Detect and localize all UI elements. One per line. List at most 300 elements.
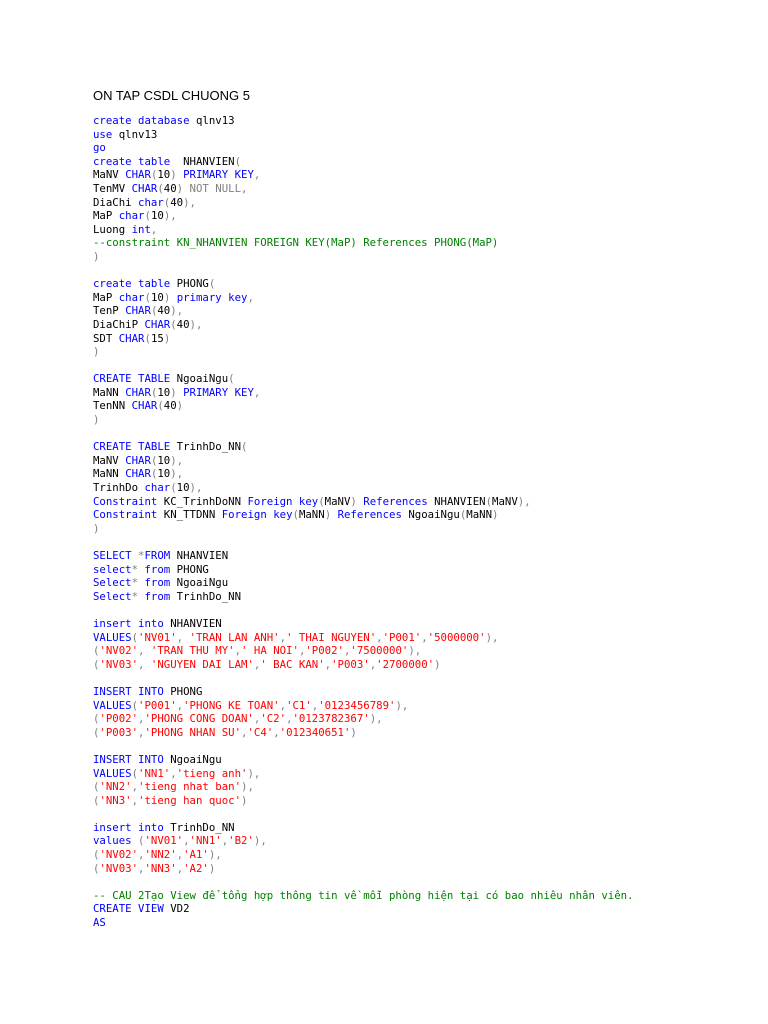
blank-line — [93, 427, 753, 441]
code-token: ' BAC KAN' — [260, 657, 325, 671]
code-token: ), — [170, 467, 184, 481]
code-token: '2700000' — [376, 657, 435, 671]
code-line — [93, 223, 753, 237]
code-token: , — [138, 644, 151, 658]
code-token: 'PHONG CONG DOAN' — [144, 712, 254, 726]
code-token: qlnv13 — [112, 127, 158, 141]
code-line — [93, 563, 753, 577]
code-token: from — [144, 589, 171, 603]
code-line — [93, 345, 753, 359]
code-line — [93, 902, 753, 916]
code-token: , — [176, 861, 184, 875]
code-token: ) — [93, 521, 100, 535]
code-token: ( — [93, 848, 100, 862]
code-token: ' THAI NGUYEN' — [286, 630, 377, 644]
blank-line — [93, 264, 753, 278]
code-line — [93, 481, 753, 495]
code-line — [93, 318, 753, 332]
code-token: FROM — [144, 549, 171, 562]
code-token: , — [138, 848, 145, 862]
code-token: select — [93, 562, 132, 576]
code-token: , — [279, 698, 287, 712]
code-line — [93, 413, 753, 427]
code-token: 'A1' — [183, 848, 209, 862]
code-token: Foreign key — [247, 494, 319, 508]
code-token: MaNV — [324, 494, 351, 508]
code-token: Luong — [93, 222, 132, 236]
code-token: 10 — [157, 467, 171, 481]
code-token: ( — [138, 834, 145, 848]
blank-line — [93, 603, 753, 617]
code-token: References — [363, 494, 428, 508]
code-token: 'NV03' — [99, 657, 139, 671]
code-token: , — [170, 766, 177, 780]
code-token: , — [298, 644, 306, 658]
code-token: , — [138, 712, 145, 726]
code-token: CHAR — [131, 399, 158, 413]
code-token: , — [247, 290, 254, 304]
code-token: ), — [253, 834, 267, 848]
code-token: , — [138, 657, 151, 671]
code-line — [93, 495, 753, 509]
code-token: , — [241, 725, 248, 739]
blank-line — [93, 739, 753, 753]
code-token: 'NN2' — [99, 780, 132, 794]
code-token: ( — [93, 712, 100, 726]
code-token: ( — [459, 508, 467, 522]
code-token: MaNV — [93, 453, 126, 467]
document-title: ON TAP CSDL CHUONG 5 — [93, 88, 250, 103]
code-line — [93, 236, 753, 250]
code-token: VALUES — [93, 698, 132, 712]
code-token: 'TRAN THU MY' — [150, 644, 235, 658]
code-line — [93, 440, 753, 454]
code-token: ) — [492, 508, 499, 522]
code-token: CREATE TABLE — [93, 372, 171, 386]
code-token: ), — [517, 494, 531, 508]
code-token: ( — [93, 657, 100, 671]
code-token: 'NN3' — [144, 861, 177, 875]
code-token: NHANVIEN — [163, 616, 222, 630]
code-token: ) — [208, 861, 216, 875]
code-token: 'NN2' — [144, 848, 177, 862]
code-token: KC_TrinhDoNN — [157, 494, 248, 508]
code-token: 'P001' — [138, 698, 177, 712]
code-line — [93, 631, 753, 645]
code-token: , — [286, 712, 293, 726]
code-token: ( — [131, 766, 139, 780]
code-line — [93, 617, 753, 631]
code-line — [93, 658, 753, 672]
code-token: 'tieng nhat ban' — [138, 780, 242, 794]
code-token: ( — [292, 508, 299, 522]
code-token: ), — [163, 209, 177, 223]
code-token: ), — [395, 698, 409, 712]
code-token: char — [118, 290, 145, 304]
code-token: CHAR — [131, 181, 158, 195]
code-token: , — [253, 657, 261, 671]
code-token: ( — [150, 168, 158, 182]
code-token: CHAR — [144, 317, 171, 331]
code-token: 10 — [157, 168, 171, 182]
code-token: ( — [150, 385, 158, 399]
code-token: ( — [208, 277, 216, 291]
code-line — [93, 399, 753, 413]
code-token: 'NV03' — [99, 861, 139, 875]
blank-line — [93, 671, 753, 685]
blank-line — [93, 807, 753, 821]
code-line — [93, 277, 753, 291]
code-token: ), — [408, 644, 422, 658]
code-token: ), — [369, 712, 383, 726]
code-token: , — [183, 834, 190, 848]
code-line — [93, 372, 753, 386]
code-token: TenP — [93, 304, 126, 318]
code-token: CHAR — [125, 168, 151, 182]
code-token: 'NV02' — [99, 644, 139, 658]
code-token: ) — [170, 168, 177, 182]
code-token: ( — [170, 317, 177, 331]
code-token: DiaChi — [93, 195, 139, 209]
code-token: qlnv13 — [189, 114, 235, 127]
code-line — [93, 753, 753, 767]
code-token: ( — [318, 494, 325, 508]
code-line — [93, 794, 753, 808]
code-token: , — [234, 644, 242, 658]
code-token: ) — [350, 725, 357, 739]
code-token: ( — [150, 453, 158, 467]
code-token: ) — [170, 385, 177, 399]
code-token: ( — [93, 780, 100, 794]
code-token: 'NN1' — [138, 766, 171, 780]
code-token: 'NGUYEN DAI LAM' — [150, 657, 254, 671]
code-token: ) — [350, 494, 357, 508]
code-token: NgoaiNgu — [170, 576, 229, 590]
code-token: ( — [157, 399, 164, 413]
code-token: ( — [93, 793, 100, 807]
code-token: ( — [144, 209, 151, 223]
code-token: create table — [93, 277, 171, 291]
code-token: --constraint KN_NHANVIEN FOREIGN KEY(MaP) References PHONG(MaP) — [93, 236, 499, 250]
code-token: , — [253, 168, 261, 182]
code-token: Constraint — [93, 494, 158, 508]
code-token: ), — [170, 304, 184, 318]
code-token: ( — [150, 304, 158, 318]
code-token: 'P002' — [99, 712, 139, 726]
code-token: 'A2' — [183, 861, 209, 875]
code-token: PHONG — [170, 562, 209, 576]
code-token: CHAR — [125, 304, 151, 318]
code-token: , — [176, 848, 184, 862]
code-token: 'C2' — [260, 712, 287, 726]
code-token: , — [176, 698, 184, 712]
code-token: insert into — [93, 820, 164, 834]
code-line — [93, 128, 753, 142]
code-token: NOT NULL, — [189, 181, 248, 195]
code-line — [93, 834, 753, 848]
code-line — [93, 182, 753, 196]
code-token: 10 — [157, 453, 171, 467]
code-token: Constraint — [93, 508, 158, 522]
code-token: 10 — [157, 385, 171, 399]
code-token: ( — [93, 861, 100, 875]
code-token: from — [144, 576, 171, 590]
code-line — [93, 454, 753, 468]
code-token: ), — [170, 453, 184, 467]
code-token: ( — [234, 154, 242, 168]
code-token: , — [343, 644, 351, 658]
code-token: TrinhDo_NN — [170, 440, 241, 454]
code-token: ( — [144, 331, 151, 345]
code-token: , — [273, 725, 280, 739]
code-token: ) — [241, 793, 248, 807]
code-token: ), — [241, 780, 254, 794]
code-token: SDT — [93, 331, 119, 345]
code-token: values — [93, 834, 132, 848]
code-token: AS — [93, 916, 106, 930]
code-token: TenMV — [93, 181, 132, 195]
blank-line — [93, 875, 753, 889]
code-token: ( — [485, 494, 493, 508]
code-token: , — [131, 780, 139, 794]
code-line — [93, 767, 753, 781]
code-token: 'TRAN LAN ANH' — [189, 630, 280, 644]
code-token: VALUES — [93, 630, 132, 644]
code-token: MaNN — [298, 508, 325, 522]
code-token: '0123456789' — [318, 698, 396, 712]
code-token: 'B2' — [228, 834, 254, 848]
code-token: ), — [189, 317, 203, 331]
sql-code-block — [93, 114, 753, 930]
code-line — [93, 549, 753, 563]
code-line — [93, 155, 753, 169]
code-token: ) — [93, 413, 100, 427]
code-token: CREATE VIEW — [93, 902, 164, 916]
code-line — [93, 250, 753, 264]
code-token: 'PHONG KE TOAN' — [183, 698, 280, 712]
code-token: PRIMARY KEY — [183, 385, 254, 399]
code-token: ), — [183, 195, 196, 209]
code-token: '0123782367' — [292, 712, 370, 726]
code-token: '012340651' — [279, 725, 351, 739]
code-line — [93, 590, 753, 604]
code-token: DiaChiP — [93, 317, 145, 331]
code-token: ) — [93, 345, 100, 359]
code-token: ( — [241, 440, 248, 454]
code-token: char — [118, 209, 145, 223]
code-token: ) — [324, 508, 332, 522]
code-token: INSERT INTO — [93, 752, 164, 766]
code-token: MaNN — [93, 385, 126, 399]
code-token: 'tieng anh' — [176, 766, 248, 780]
code-line — [93, 848, 753, 862]
code-token: from — [144, 562, 171, 576]
code-line — [93, 576, 753, 590]
code-token: , — [221, 834, 229, 848]
code-token: KN_TTDNN — [157, 508, 222, 522]
code-token: CHAR — [125, 467, 151, 481]
code-token: , — [253, 712, 261, 726]
code-token: NHANVIEN — [170, 549, 229, 562]
code-token: 'C4' — [247, 725, 274, 739]
code-token: NgoaiNgu — [401, 508, 460, 522]
code-token: ( — [144, 290, 151, 304]
code-token: SELECT — [93, 549, 132, 562]
code-token: MaNN — [466, 508, 493, 522]
code-line — [93, 644, 753, 658]
code-token: , — [324, 657, 332, 671]
code-token: Select — [93, 576, 132, 590]
code-token: 40 — [157, 304, 171, 318]
code-token: 40 — [163, 181, 177, 195]
code-line — [93, 508, 753, 522]
code-token: insert into — [93, 616, 164, 630]
code-token: , — [369, 657, 377, 671]
code-token: 10 — [150, 209, 164, 223]
code-token: 'P002' — [305, 644, 344, 658]
code-token: 40 — [163, 399, 177, 413]
code-token: NHANVIEN — [170, 154, 235, 168]
code-token: 10 — [150, 290, 164, 304]
code-token: char — [144, 481, 171, 495]
code-token: MaNN — [93, 467, 126, 481]
code-token: ) — [93, 249, 100, 263]
code-token: 'P001' — [382, 630, 422, 644]
code-token: ' HA NOI' — [241, 644, 299, 658]
code-token: MaP — [93, 209, 119, 223]
code-line — [93, 685, 753, 699]
code-line — [93, 304, 753, 318]
code-token: ), — [485, 630, 499, 644]
code-token: '7500000' — [350, 644, 409, 658]
code-token: ) — [163, 290, 171, 304]
code-token: CHAR — [118, 331, 145, 345]
code-token: ( — [228, 372, 235, 386]
code-token: NgoaiNgu — [170, 372, 229, 386]
code-token: ), — [208, 848, 222, 862]
code-token: ( — [157, 181, 164, 195]
code-line — [93, 862, 753, 876]
code-token: 'C1' — [286, 698, 312, 712]
code-token: 40 — [170, 195, 184, 209]
code-token: * — [131, 589, 139, 603]
code-line — [93, 386, 753, 400]
code-token: NgoaiNgu — [163, 752, 222, 766]
code-line — [93, 467, 753, 481]
code-token: 'PHONG NHAN SU' — [144, 725, 242, 739]
code-token: , — [131, 793, 139, 807]
code-token: PHONG — [170, 277, 209, 291]
code-token: PHONG — [163, 684, 203, 698]
code-token: ) — [176, 181, 184, 195]
code-token: MaNV — [93, 168, 126, 182]
code-line — [93, 141, 753, 155]
code-token: NHANVIEN — [427, 494, 486, 508]
code-line — [93, 712, 753, 726]
code-token: '5000000' — [427, 630, 486, 644]
code-token: 'NV02' — [99, 848, 139, 862]
code-token: CHAR — [125, 453, 151, 467]
code-token: * — [138, 549, 145, 562]
code-token: , — [311, 698, 319, 712]
code-token: ) — [163, 331, 171, 345]
code-token: create table — [93, 154, 171, 168]
blank-line — [93, 535, 753, 549]
code-token: TrinhDo_NN — [170, 589, 242, 603]
code-token: TenNN — [93, 399, 132, 413]
code-line — [93, 916, 753, 930]
code-token: * — [131, 562, 139, 576]
code-token: ) — [176, 399, 184, 413]
code-token: int — [131, 222, 151, 236]
code-token: CHAR — [125, 385, 151, 399]
code-line — [93, 332, 753, 346]
code-token: ( — [170, 481, 177, 495]
code-line — [93, 209, 753, 223]
code-line — [93, 522, 753, 536]
code-line — [93, 821, 753, 835]
code-token: 'NV01' — [144, 834, 184, 848]
code-line — [93, 168, 753, 182]
code-token: CREATE TABLE — [93, 440, 171, 454]
code-token: primary key — [176, 290, 248, 304]
code-token: ) — [434, 657, 441, 671]
code-token: 40 — [176, 317, 190, 331]
code-token: ), — [189, 481, 203, 495]
code-token: , — [376, 630, 383, 644]
code-line — [93, 114, 753, 128]
code-line — [93, 699, 753, 713]
code-token: ( — [93, 725, 100, 739]
code-token: go — [93, 141, 106, 155]
code-token: char — [138, 195, 164, 209]
code-token: 'tieng han quoc' — [138, 793, 242, 807]
code-line — [93, 291, 753, 305]
code-token: create database — [93, 114, 190, 127]
code-token: , — [279, 630, 287, 644]
code-token: 15 — [150, 331, 164, 345]
code-token: , — [421, 630, 428, 644]
code-token: , — [138, 861, 145, 875]
code-token: ( — [150, 467, 158, 481]
code-token: ( — [93, 644, 100, 658]
code-line — [93, 889, 753, 903]
code-line — [93, 196, 753, 210]
code-token: INSERT INTO — [93, 684, 164, 698]
code-token: TrinhDo — [93, 481, 145, 495]
code-token: , — [253, 385, 261, 399]
code-token: TrinhDo_NN — [163, 820, 235, 834]
code-token: , — [176, 630, 190, 644]
code-line — [93, 726, 753, 740]
code-token: References — [337, 508, 402, 522]
code-token: 'NN3' — [99, 793, 132, 807]
code-token: VALUES — [93, 766, 132, 780]
code-token: , — [150, 222, 158, 236]
code-token: 'NN1' — [189, 834, 222, 848]
code-token: use — [93, 127, 113, 141]
code-line — [93, 780, 753, 794]
code-token: -- CAU 2Tạo View để tổng hợp thông tin về mỗi phòng hiện tại có bao nhiêu nhân viên. — [93, 888, 634, 902]
code-token: ( — [163, 195, 171, 209]
code-token: * — [131, 576, 139, 590]
code-token: Foreign key — [221, 508, 293, 522]
code-token: 'P003' — [99, 725, 139, 739]
code-token: MaP — [93, 290, 119, 304]
code-token: PRIMARY KEY — [183, 168, 254, 182]
code-token: ( — [131, 630, 139, 644]
code-token: VD2 — [163, 902, 190, 916]
